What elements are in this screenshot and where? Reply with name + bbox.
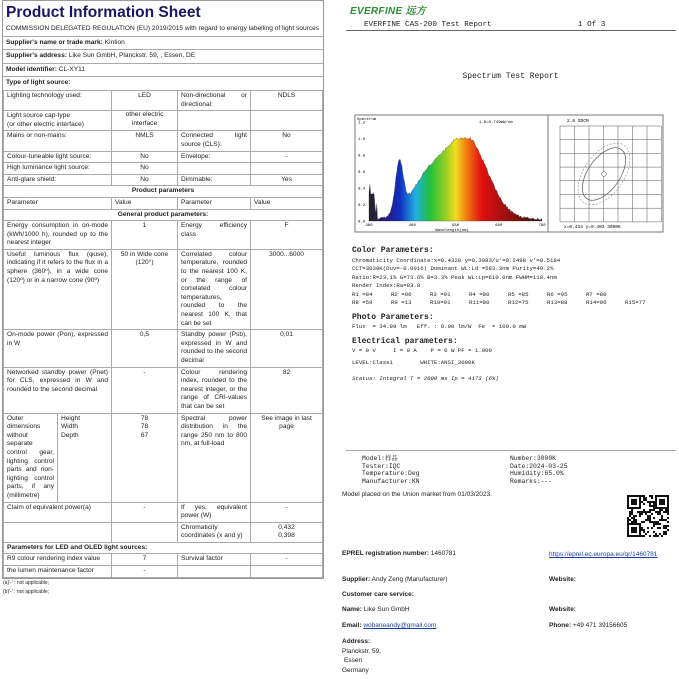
text: 78 — [140, 423, 149, 431]
value: Like Sun GmbH, Planckstr. 59, , Essen, DE — [68, 52, 196, 60]
table-row — [4, 249, 323, 329]
cell: Survival factor — [178, 554, 251, 566]
parameters-table — [3, 90, 323, 578]
model-row — [3, 64, 323, 78]
cell: High luminance light source: — [4, 163, 112, 175]
spectrum-title: Spectrum Test Report — [462, 72, 559, 81]
customer-care-heading: Customer care service: — [342, 591, 414, 598]
y-tick-label: 0.6 — [358, 171, 366, 175]
cell: 0,01 — [251, 330, 323, 367]
cell — [251, 522, 323, 542]
cell: 82 — [251, 367, 323, 413]
table-row — [4, 554, 323, 566]
cell — [178, 566, 251, 578]
qr-code-icon[interactable] — [627, 495, 669, 537]
table-row — [4, 566, 323, 578]
x-axis-label: Wavelength(nm) — [435, 229, 469, 233]
table-row — [4, 367, 323, 413]
cell: Energy consumption in on-mode (kWh/1000 h), rounded up to the nearest integer — [4, 221, 112, 250]
render-index-value: R10=91 — [430, 299, 451, 306]
cell: - — [251, 151, 323, 163]
cell: Anti-glare shield: — [4, 174, 112, 186]
table-row — [4, 542, 323, 554]
cell: NDLS — [251, 90, 323, 110]
footnote: (a)'-' : not applicable; — [3, 579, 50, 586]
email-link[interactable]: wobaneandy@gmail.com — [363, 622, 437, 629]
table-row — [4, 163, 323, 175]
cell — [251, 566, 323, 578]
cell: Networked standby power (Pnet) for CLS, expressed in W and rounded to the second decimal — [4, 367, 112, 413]
value: +49 471 39156605 — [572, 622, 628, 629]
address-block — [342, 637, 381, 675]
cell: Colour-tuneable light source: — [4, 151, 112, 163]
table-row — [4, 413, 323, 502]
page-title: Product Information Sheet — [2, 0, 324, 23]
cell: No — [112, 151, 178, 163]
render-index-value: R11=80 — [469, 299, 490, 306]
cell — [112, 413, 178, 502]
cell: LED — [112, 90, 178, 110]
render-index-value: R12=75 — [508, 299, 529, 306]
test-info-right — [510, 455, 568, 485]
cell: Envelope: — [178, 151, 251, 163]
text: Manufacturer:KN — [362, 477, 420, 485]
footnote: (b)'-' : not applicable; — [3, 588, 50, 595]
text: Remarks:--- — [510, 477, 553, 485]
cell — [251, 111, 323, 131]
value: 1460781 — [430, 550, 457, 557]
text: Depth — [61, 431, 79, 439]
label: Address: — [342, 638, 371, 645]
value: Kintion — [104, 38, 125, 46]
table-row — [4, 502, 323, 522]
test-info-left — [362, 455, 420, 485]
cell — [4, 111, 112, 131]
table-row — [4, 151, 323, 163]
text: Date:2024-03-25 — [510, 462, 568, 470]
label: Supplier's name or trade mark: — [6, 38, 103, 46]
value: CL-XY11 — [58, 65, 86, 73]
cell: Claim of equivalent power(a) — [4, 502, 112, 522]
render-index-value: R3 =91 — [430, 290, 451, 298]
cell: Yes — [251, 174, 323, 186]
render-index-value: R8 =59 — [352, 299, 373, 306]
label: Phone: — [549, 622, 572, 629]
supplier-row — [3, 37, 323, 51]
cell — [58, 413, 112, 502]
column-header: Parameter — [178, 197, 251, 209]
text: Light source cap-type — [7, 112, 71, 120]
cell: Spectral power distribution in the range 250 nm to 800 nm, at full-load — [178, 413, 251, 502]
render-index-value: R6 =95 — [547, 290, 568, 298]
section-header: General product parameters: — [4, 209, 323, 221]
label: Supplier: — [342, 576, 371, 583]
render-index-value: R9 =13 — [391, 299, 412, 306]
text: Essen — [344, 657, 363, 664]
cell: 7 — [112, 554, 178, 566]
label: Name: — [342, 606, 362, 613]
cell: 50 in Wide cone (120°) — [112, 249, 178, 329]
render-index-value: R2 =96 — [391, 290, 412, 298]
cell — [178, 111, 251, 131]
text: (or other electric interface) — [7, 120, 84, 128]
value: Like Sun GmbH — [363, 606, 410, 613]
text: 78 — [140, 414, 149, 422]
text: 67 — [140, 431, 149, 439]
label: Model identifier: — [6, 65, 57, 73]
render-index-value: R14=96 — [586, 299, 607, 306]
column-header: Parameter — [4, 197, 112, 209]
sdcm-caption: x=0.434 y=0.403 3000K — [564, 225, 621, 230]
address-row — [3, 50, 323, 64]
table-row — [4, 221, 323, 250]
cell: 3000...6000 — [251, 249, 323, 329]
cell: No — [251, 131, 323, 151]
y-tick-label: 1.0 — [358, 138, 366, 142]
value: Andy Zeng (Manufacturer) — [371, 576, 448, 583]
cell — [251, 163, 323, 175]
y-tick-label: 0.8 — [358, 154, 366, 159]
cell: the lumen maintenance factor — [4, 566, 112, 578]
email-row — [342, 622, 436, 629]
cell: Connected light source (CLS): — [178, 131, 251, 151]
section-header: Parameters for LED and OLED light sources: — [4, 542, 323, 554]
phone-row — [549, 622, 627, 629]
y-tick-label: 0.0 — [358, 220, 366, 225]
report-header — [346, 21, 676, 31]
table-row — [4, 522, 323, 542]
cell: 0,5 — [112, 330, 178, 367]
sdcm-title: 2.6 SDCM — [567, 119, 589, 124]
cell: Colour rendering index, rounded to the nearest integer, or the range of CRI-values that can be set — [178, 367, 251, 413]
table-header-row — [4, 197, 323, 209]
render-index-value: R13=88 — [547, 299, 568, 306]
text: Status: Integral T = 2000 ms Ip = 4173 (6%) — [352, 375, 499, 382]
label: Supplier's address: — [6, 52, 67, 60]
text: Number:3000K — [510, 455, 557, 462]
render-index-value: R7 =80 — [586, 290, 607, 298]
y-axis-label: Spectrum — [357, 118, 377, 122]
cell: - — [251, 502, 323, 522]
cell: 1 — [112, 221, 178, 250]
text: 0,432 — [278, 523, 295, 531]
text: 0,398 — [278, 532, 295, 540]
section-heading: Electrical parameters: — [352, 336, 458, 346]
product-information-sheet — [2, 0, 324, 597]
y-tick-label: 0.2 — [358, 204, 366, 208]
cell: other electric interface — [112, 111, 178, 131]
cell: F — [251, 221, 323, 250]
supplier-row — [342, 576, 448, 583]
cell: Non-directional or directional: — [178, 90, 251, 110]
scale-label: 1.0=0.749mW/nm — [479, 121, 513, 125]
subtitle: COMMISSION DELEGATED REGULATION (EU) 2019/2015 with regard to energy labelling of light sources — [3, 23, 323, 37]
cell: R9 colour rendering index value — [4, 554, 112, 566]
text: Humidity:65.0% — [510, 470, 564, 478]
divider — [346, 450, 676, 451]
everfine-logo: EVERFINE 远方 — [350, 6, 427, 17]
render-index-value: R15=77 — [625, 299, 646, 306]
table-row — [4, 111, 323, 131]
cell: - — [112, 502, 178, 522]
table-row — [4, 90, 323, 110]
cell — [112, 522, 178, 542]
test-report — [342, 0, 679, 679]
report-title: EVERFINE CAS-200 Test Report — [364, 21, 492, 29]
page-number: 1 Of 3 — [578, 21, 606, 29]
type-row — [3, 77, 323, 90]
color-parameters — [352, 244, 664, 384]
render-index-value: R4 =80 — [469, 290, 490, 298]
cell: Correlated colour temperature, rounded to the nearest 100 K, or the range of correlated colour temperatures, rounded to the nearest 100 K, that can be set — [178, 249, 251, 329]
cell: Dimmable: — [178, 174, 251, 186]
cell — [4, 522, 112, 542]
text: Model:样品 — [362, 455, 398, 462]
cell: Outer dimensions without separate control gear, lighting control parts and non-lighting control parts, if any (millimetre) — [4, 413, 58, 502]
column-header: Value — [251, 197, 323, 209]
table-row — [4, 330, 323, 367]
eprel-link[interactable]: https://eprel.ec.europa.eu/qr/1460781 — [549, 551, 658, 558]
cell: Mains or non-mains: — [4, 131, 112, 151]
text: Tester:IQC — [362, 462, 401, 470]
market-date: Model placed on the Union market from 01/03/2023. — [342, 491, 492, 498]
column-header: Value — [112, 197, 178, 209]
cell: Energy efficiency class — [178, 221, 251, 250]
section-heading: Photo Parameters: — [352, 312, 434, 322]
label: Type of light source: — [6, 79, 71, 87]
cell: Lighting technology used: — [4, 90, 112, 110]
y-tick-label: 0.4 — [358, 187, 366, 192]
website-label: Website: — [549, 576, 576, 583]
render-index-value: R1 =84 — [352, 290, 373, 298]
cell: See image in last page — [251, 413, 323, 502]
cell: Standby power (Psb), expressed in W and rounded to the second decimal — [178, 330, 251, 367]
text: Planckstr. 59, — [342, 647, 382, 655]
name-row — [342, 606, 410, 613]
text: Ratio:R=23.1% G=73.6% B=3.3% Peak WL:Lp=610.0nm FWHM=110.4nm — [352, 273, 557, 281]
text: Width — [61, 423, 78, 431]
table-row — [4, 131, 323, 151]
text: Render Index:Ra=83.8 — [352, 282, 421, 289]
text: Chromaticity Coordinate:x=0.4320 y=0.3983/u'=0.2498 v'=0.5184 — [352, 256, 561, 264]
section-header: Product parameters — [4, 186, 323, 198]
cell: - — [112, 367, 178, 413]
cell: - — [112, 566, 178, 578]
label: Email: — [342, 622, 362, 629]
text: Temperature:Deg — [362, 470, 420, 478]
x-tick-label: 480 — [408, 224, 416, 228]
x-tick-label: 680 — [495, 224, 503, 228]
text: Flux = 34.99 lm Eff. : 0.00 lm/W Fe = 109.0 mW — [352, 323, 527, 330]
cell: No — [112, 163, 178, 175]
x-tick-label: 580 — [451, 224, 460, 228]
cell: No — [112, 174, 178, 186]
render-index-value: R5 =85 — [508, 290, 529, 298]
cell: On-mode power (Pon), expressed in W — [4, 330, 112, 367]
table-row — [4, 174, 323, 186]
text: CCT=3039K(Duv=-0.0016) Dominant WL:Ld =583.3nm Purity=49.2% — [352, 265, 554, 272]
cell — [178, 163, 251, 175]
text: Germany — [342, 666, 369, 674]
section-heading: Color Parameters: — [352, 246, 434, 255]
cell: Chromaticity coordinates (x and y) — [178, 522, 251, 542]
x-tick-label: 380 — [365, 224, 373, 228]
eprel-row — [342, 550, 456, 557]
website-label: Website: — [549, 606, 576, 613]
text: V = 0 V I = 0 A P = 0 W PF = 1.000 — [352, 347, 492, 354]
text: Height — [61, 414, 81, 422]
text: LEVEL:Class1 WHITE:ANSI_3000K — [352, 358, 475, 366]
cell: Useful luminous flux (φuse), indicating if it refers to the flux in a sphere (360º), in a wide cone (120º) or in a narrow cone (90º) — [4, 249, 112, 329]
x-tick-label: 780 — [538, 224, 546, 228]
table-row — [4, 209, 323, 221]
label: EPREL registration number: — [342, 550, 429, 557]
cell: If yes, equivalent power (W) — [178, 502, 251, 522]
y-tick-label: 1.2 — [358, 121, 366, 126]
cell: NMLS — [112, 131, 178, 151]
cell: - — [251, 554, 323, 566]
footnotes — [2, 579, 324, 597]
spectrum-charts — [354, 114, 664, 234]
table-row — [4, 186, 323, 198]
